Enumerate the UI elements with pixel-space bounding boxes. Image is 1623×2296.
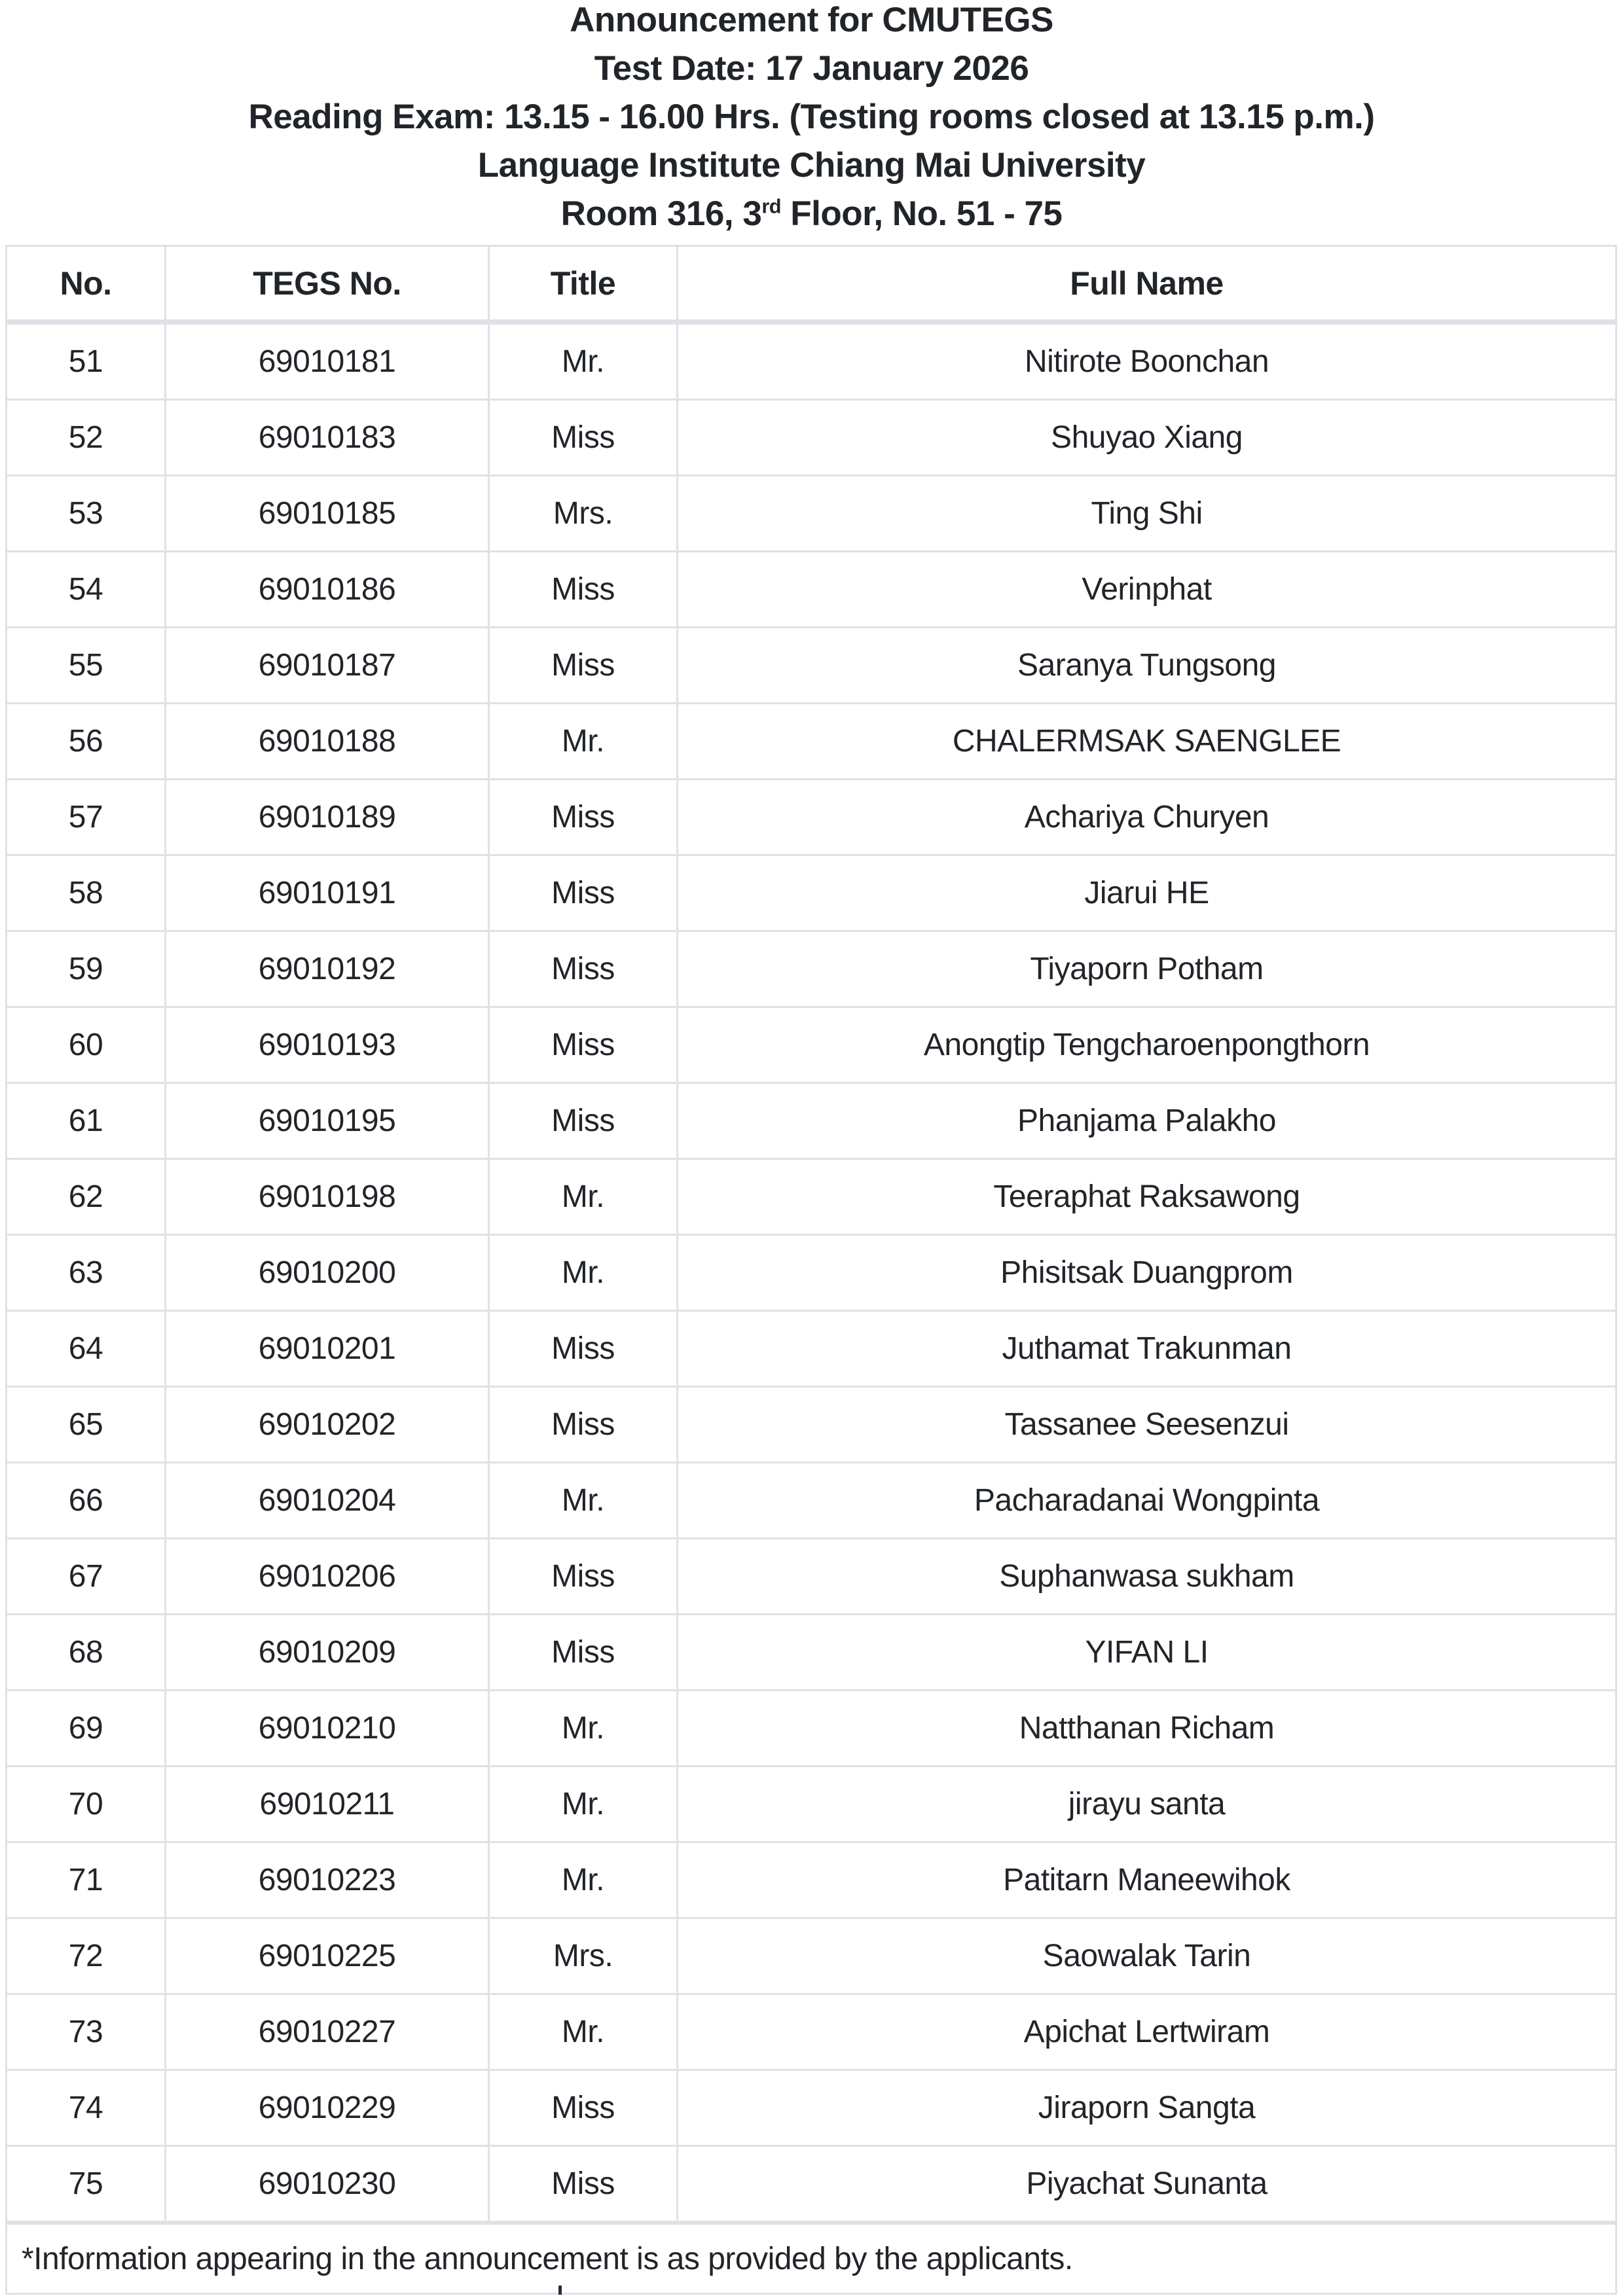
document-header bbox=[0, 0, 1623, 238]
cell-full-name: Tiyaporn Potham bbox=[678, 931, 1616, 1007]
cell-full-name: Jiarui HE bbox=[678, 855, 1616, 931]
cell-full-name: Teeraphat Raksawong bbox=[678, 1159, 1616, 1235]
cell-title: Miss bbox=[489, 1311, 678, 1387]
cell-tegs-no: 69010206 bbox=[166, 1539, 489, 1615]
cell-title: Mr. bbox=[489, 1463, 678, 1539]
cell-title: Mr. bbox=[489, 1159, 678, 1235]
cell-tegs-no: 69010181 bbox=[166, 322, 489, 400]
table-row bbox=[7, 1994, 1616, 2070]
examinee-table bbox=[5, 245, 1617, 2295]
cell-tegs-no: 69010227 bbox=[166, 1994, 489, 2070]
room-line-suffix: Floor, No. 51 - 75 bbox=[781, 194, 1063, 233]
cell-title: Mr. bbox=[489, 1842, 678, 1918]
cell-no: 54 bbox=[7, 552, 166, 628]
cell-full-name: Saowalak Tarin bbox=[678, 1918, 1616, 1994]
cell-full-name: Natthanan Richam bbox=[678, 1691, 1616, 1767]
cell-full-name: YIFAN LI bbox=[678, 1615, 1616, 1691]
cell-full-name: jirayu santa bbox=[678, 1767, 1616, 1842]
cell-tegs-no: 69010230 bbox=[166, 2146, 489, 2223]
table-row bbox=[7, 855, 1616, 931]
cell-full-name: Patitarn Maneewihok bbox=[678, 1842, 1616, 1918]
cell-full-name: Jiraporn Sangta bbox=[678, 2070, 1616, 2146]
cell-title: Mr. bbox=[489, 1994, 678, 2070]
table-row bbox=[7, 322, 1616, 400]
cell-tegs-no: 69010223 bbox=[166, 1842, 489, 1918]
table-row bbox=[7, 1007, 1616, 1083]
table-row bbox=[7, 1691, 1616, 1767]
clipped-next-page-glyph bbox=[558, 2286, 562, 2295]
cell-no: 73 bbox=[7, 1994, 166, 2070]
cell-title: Miss bbox=[489, 1007, 678, 1083]
cell-no: 56 bbox=[7, 704, 166, 780]
table-row bbox=[7, 552, 1616, 628]
cell-no: 71 bbox=[7, 1842, 166, 1918]
cell-tegs-no: 69010229 bbox=[166, 2070, 489, 2146]
institute-line: Language Institute Chiang Mai University bbox=[477, 146, 1146, 185]
cell-no: 60 bbox=[7, 1007, 166, 1083]
table-body bbox=[7, 322, 1616, 2223]
cell-full-name: Ting Shi bbox=[678, 476, 1616, 552]
table-row bbox=[7, 1083, 1616, 1159]
table-row bbox=[7, 1615, 1616, 1691]
cell-title: Mrs. bbox=[489, 476, 678, 552]
table-header-row bbox=[7, 246, 1616, 323]
cell-title: Miss bbox=[489, 855, 678, 931]
room-line-ordinal-suffix: rd bbox=[761, 194, 782, 218]
cell-title: Miss bbox=[489, 1615, 678, 1691]
table-row bbox=[7, 1387, 1616, 1463]
table-row bbox=[7, 1311, 1616, 1387]
table-row bbox=[7, 931, 1616, 1007]
cell-no: 55 bbox=[7, 628, 166, 704]
footnote-text: *Information appearing in the announcement is as provided by the applicants. bbox=[7, 2223, 1616, 2294]
cell-full-name: Suphanwasa sukham bbox=[678, 1539, 1616, 1615]
cell-title: Mr. bbox=[489, 322, 678, 400]
cell-tegs-no: 69010192 bbox=[166, 931, 489, 1007]
cell-no: 65 bbox=[7, 1387, 166, 1463]
table-row bbox=[7, 2070, 1616, 2146]
cell-title: Mr. bbox=[489, 1767, 678, 1842]
column-header-full-name: Full Name bbox=[678, 246, 1616, 323]
cell-full-name: Anongtip Tengcharoenpongthorn bbox=[678, 1007, 1616, 1083]
test-date-line: Test Date: 17 January 2026 bbox=[594, 49, 1029, 88]
table-row bbox=[7, 476, 1616, 552]
cell-tegs-no: 69010198 bbox=[166, 1159, 489, 1235]
cell-tegs-no: 69010186 bbox=[166, 552, 489, 628]
cell-tegs-no: 69010200 bbox=[166, 1235, 489, 1311]
table-row bbox=[7, 780, 1616, 855]
column-header-tegs-no: TEGS No. bbox=[166, 246, 489, 323]
table-row bbox=[7, 1463, 1616, 1539]
cell-full-name: Nitirote Boonchan bbox=[678, 322, 1616, 400]
cell-full-name: CHALERMSAK SAENGLEE bbox=[678, 704, 1616, 780]
cell-no: 64 bbox=[7, 1311, 166, 1387]
cell-no: 61 bbox=[7, 1083, 166, 1159]
cell-title: Mr. bbox=[489, 1691, 678, 1767]
cell-full-name: Verinphat bbox=[678, 552, 1616, 628]
cell-full-name: Apichat Lertwiram bbox=[678, 1994, 1616, 2070]
table-row bbox=[7, 704, 1616, 780]
cell-full-name: Saranya Tungsong bbox=[678, 628, 1616, 704]
cell-no: 70 bbox=[7, 1767, 166, 1842]
room-line bbox=[0, 190, 1623, 238]
cell-no: 74 bbox=[7, 2070, 166, 2146]
cell-no: 68 bbox=[7, 1615, 166, 1691]
cell-no: 66 bbox=[7, 1463, 166, 1539]
cell-tegs-no: 69010209 bbox=[166, 1615, 489, 1691]
cell-tegs-no: 69010195 bbox=[166, 1083, 489, 1159]
cell-title: Miss bbox=[489, 1539, 678, 1615]
cell-title: Mr. bbox=[489, 1235, 678, 1311]
cell-title: Miss bbox=[489, 2070, 678, 2146]
footnote-row bbox=[7, 2223, 1616, 2294]
cell-full-name: Phisitsak Duangprom bbox=[678, 1235, 1616, 1311]
cell-no: 75 bbox=[7, 2146, 166, 2223]
cell-title: Miss bbox=[489, 628, 678, 704]
column-header-title: Title bbox=[489, 246, 678, 323]
cell-tegs-no: 69010189 bbox=[166, 780, 489, 855]
cell-title: Mr. bbox=[489, 704, 678, 780]
cell-tegs-no: 69010211 bbox=[166, 1767, 489, 1842]
room-line-prefix: Room 316, 3 bbox=[560, 194, 762, 233]
cell-title: Miss bbox=[489, 931, 678, 1007]
table-row bbox=[7, 1159, 1616, 1235]
table-header bbox=[7, 246, 1616, 323]
cell-tegs-no: 69010225 bbox=[166, 1918, 489, 1994]
cell-no: 59 bbox=[7, 931, 166, 1007]
cell-full-name: Tassanee Seesenzui bbox=[678, 1387, 1616, 1463]
cell-no: 72 bbox=[7, 1918, 166, 1994]
cell-no: 51 bbox=[7, 322, 166, 400]
cell-no: 57 bbox=[7, 780, 166, 855]
column-header-no: No. bbox=[7, 246, 166, 323]
cell-tegs-no: 69010188 bbox=[166, 704, 489, 780]
cell-no: 52 bbox=[7, 400, 166, 476]
reading-exam-line: Reading Exam: 13.15 - 16.00 Hrs. (Testing rooms closed at 13.15 p.m.) bbox=[248, 98, 1375, 136]
cell-full-name: Juthamat Trakunman bbox=[678, 1311, 1616, 1387]
cell-tegs-no: 69010191 bbox=[166, 855, 489, 931]
table-row bbox=[7, 1767, 1616, 1842]
cell-tegs-no: 69010202 bbox=[166, 1387, 489, 1463]
cell-title: Miss bbox=[489, 1083, 678, 1159]
cell-no: 58 bbox=[7, 855, 166, 931]
cell-full-name: Piyachat Sunanta bbox=[678, 2146, 1616, 2223]
cell-tegs-no: 69010193 bbox=[166, 1007, 489, 1083]
cell-tegs-no: 69010204 bbox=[166, 1463, 489, 1539]
cell-tegs-no: 69010185 bbox=[166, 476, 489, 552]
table-row bbox=[7, 1842, 1616, 1918]
table-row bbox=[7, 1918, 1616, 1994]
cell-no: 63 bbox=[7, 1235, 166, 1311]
cell-no: 67 bbox=[7, 1539, 166, 1615]
table-row bbox=[7, 2146, 1616, 2223]
cell-title: Miss bbox=[489, 2146, 678, 2223]
cell-tegs-no: 69010201 bbox=[166, 1311, 489, 1387]
cell-title: Miss bbox=[489, 552, 678, 628]
table-row bbox=[7, 1235, 1616, 1311]
announcement-title: Announcement for CMUTEGS bbox=[570, 1, 1053, 39]
cell-no: 69 bbox=[7, 1691, 166, 1767]
cell-full-name: Phanjama Palakho bbox=[678, 1083, 1616, 1159]
table-row bbox=[7, 628, 1616, 704]
cell-full-name: Shuyao Xiang bbox=[678, 400, 1616, 476]
cell-full-name: Achariya Churyen bbox=[678, 780, 1616, 855]
cell-tegs-no: 69010210 bbox=[166, 1691, 489, 1767]
cell-title: Miss bbox=[489, 780, 678, 855]
cell-no: 53 bbox=[7, 476, 166, 552]
table-row bbox=[7, 1539, 1616, 1615]
cell-full-name: Pacharadanai Wongpinta bbox=[678, 1463, 1616, 1539]
cell-tegs-no: 69010183 bbox=[166, 400, 489, 476]
cell-title: Miss bbox=[489, 400, 678, 476]
cell-tegs-no: 69010187 bbox=[166, 628, 489, 704]
table-row bbox=[7, 400, 1616, 476]
cell-title: Miss bbox=[489, 1387, 678, 1463]
cell-no: 62 bbox=[7, 1159, 166, 1235]
table-footer bbox=[7, 2223, 1616, 2294]
cell-title: Mrs. bbox=[489, 1918, 678, 1994]
